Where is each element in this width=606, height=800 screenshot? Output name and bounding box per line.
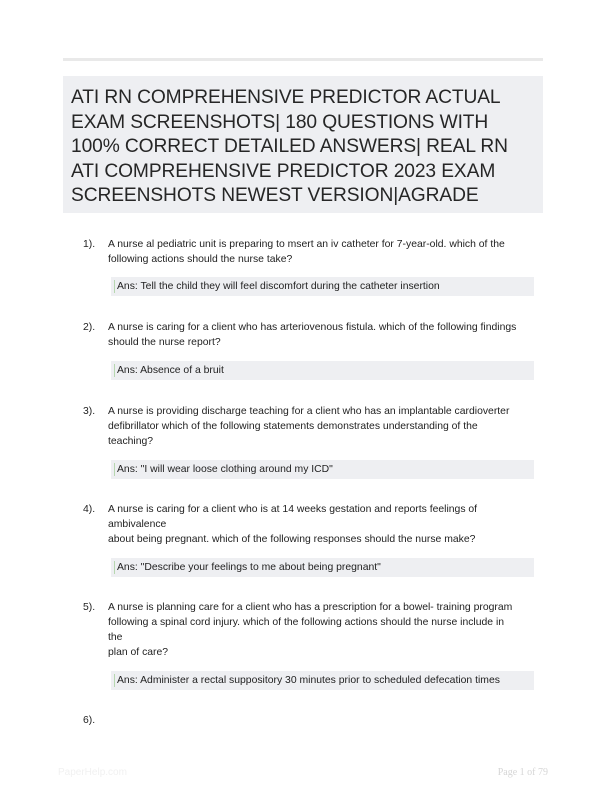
question-line: about being pregnant. which of the following responses should the nurse make? xyxy=(108,534,476,545)
question-text xyxy=(108,320,538,350)
question-number: 4). xyxy=(83,504,96,515)
question-line: A nurse is caring for a client who has arteriovenous fistula. which of the following findings xyxy=(108,322,517,333)
question-line: defibrillator which of the following statements demonstrates understanding of the xyxy=(108,421,478,432)
question-line: teaching? xyxy=(108,436,154,447)
answer-box: Ans: Absence of a bruit xyxy=(111,361,534,380)
question-number: 6). xyxy=(83,715,96,726)
question-line: ambivalence xyxy=(108,519,167,530)
answer-box: Ans: "Describe your feelings to me about being pregnant" xyxy=(111,558,534,577)
answer-box: Ans: Tell the child they will feel discomfort during the catheter insertion xyxy=(111,277,534,296)
question-line: A nurse is caring for a client who is at 14 weeks gestation and reports feelings of xyxy=(108,504,478,515)
answer-box: Ans: "I will wear loose clothing around my ICD" xyxy=(111,460,534,479)
question-text xyxy=(108,237,538,267)
question-number: 1). xyxy=(83,239,96,250)
question-text xyxy=(108,502,538,547)
footer-site-watermark: PaperHelp.com xyxy=(58,767,127,778)
title-block xyxy=(63,76,543,213)
document-title: ATI RN COMPREHENSIVE PREDICTOR ACTUAL EXAM SCREENSHOTS| 180 QUESTIONS WITH 100% CORRECT DETAILED ANSWERS| REAL RN ATI COMPREHENSIVE PREDICTOR 2023 EXAM SCREENSHOTS NEWEST VERSION|AGRADE xyxy=(71,87,508,207)
question-number: 5). xyxy=(83,602,96,613)
question-line: plan of care? xyxy=(108,647,169,658)
question-line: following actions should the nurse take? xyxy=(108,254,293,265)
question-line: should the nurse report? xyxy=(108,337,221,348)
question-line: A nurse is planning care for a client who has a prescription for a bowel- training program xyxy=(108,602,513,613)
question-number: 3). xyxy=(83,406,96,417)
question-text xyxy=(108,600,538,660)
question-text xyxy=(108,404,538,449)
question-line: A nurse is providing discharge teaching for a client who has an implantable cardioverter xyxy=(108,406,510,417)
question-line: following a spinal cord injury. which of the following actions should the nurse include in xyxy=(108,617,505,628)
top-divider xyxy=(63,58,543,61)
question-number: 2). xyxy=(83,322,96,333)
answer-box: Ans: Administer a rectal suppository 30 minutes prior to scheduled defecation times xyxy=(111,671,534,690)
question-line: A nurse al pediatric unit is preparing to msert an iv catheter for 7-year-old. which of the xyxy=(108,239,505,250)
page-number: Page 1 of 79 xyxy=(497,767,548,778)
question-line: the xyxy=(108,632,123,643)
